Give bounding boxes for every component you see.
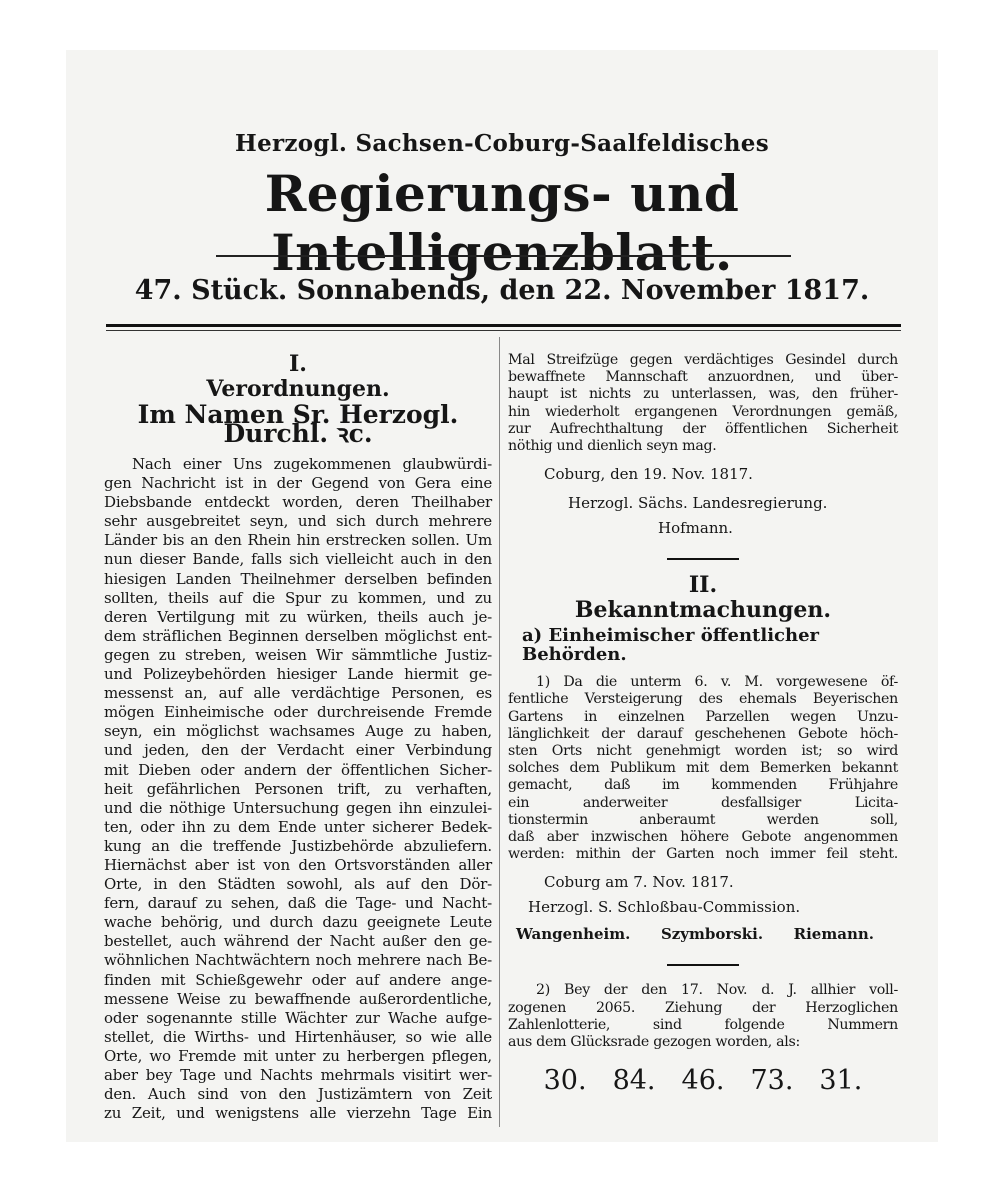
text-line: zur Aufrechthaltung der öffentlichen Sicherheit <box>508 420 898 437</box>
text-line: Zahlenlotterie, sind folgende Nummern <box>508 1016 898 1033</box>
text-line: nöthig und dienlich seyn mag. <box>508 438 717 455</box>
text-line: Mal Streifzüge gegen verdächtiges Gesindel durch <box>508 352 898 368</box>
text-line: sehr ausgebreitet seyn, und sich durch mehrere <box>104 512 492 531</box>
text-line: tionstermin anberaumt werden soll, <box>508 811 898 828</box>
decree-authority: Herzogl. Sächs. Landesregierung. <box>568 494 828 513</box>
text-line: solches dem Publikum mit dem Bemerken bekannt <box>508 760 898 777</box>
text-line: gen Nachricht ist in der Gegend von Gera eine <box>104 474 492 493</box>
text-line: messene Weise zu bewaffnende außerordentliche, <box>104 989 492 1008</box>
text-line: gegen zu streben, weisen Wir sämmtliche Justiz- <box>104 645 492 664</box>
section-title-bekanntmachungen: Bekanntmachungen. <box>574 597 832 624</box>
decree-signer: Hofmann. <box>658 519 733 538</box>
text-line: zogenen 2065. Ziehung der Herzoglichen <box>508 999 898 1016</box>
text-line: mit Dieben oder andern der öffentlichen Sicher- <box>104 760 492 779</box>
text-line: Diebsbande entdeckt worden, deren Theilhaber <box>104 493 492 512</box>
lottery-numbers <box>508 1065 898 1097</box>
text-line: haupt ist nichts zu unterlassen, was, den früher- <box>508 386 898 403</box>
notice-1-signers <box>508 925 898 944</box>
notice-2 <box>508 982 898 1051</box>
text-line: Orte, wo Fremde mit unter zu herbergen pflegen, <box>104 1046 492 1065</box>
text-line: fentliche Versteigerung des ehemals Beyerischen <box>508 691 898 708</box>
text-line: aber bey Tage und Nachts mehrmals visitirt wer- <box>104 1066 492 1084</box>
text-line: ten, oder ihn zu dem Ende unter sicherer Bedek- <box>104 817 492 836</box>
newspaper-page <box>66 50 938 1142</box>
signer-name: Riemann. <box>793 925 874 944</box>
text-line: sten Orts nicht genehmigt worden ist; so wird <box>508 743 898 760</box>
header-rule-thin <box>106 330 901 331</box>
text-line: dem sträflichen Beginnen derselben möglichst ent- <box>104 626 492 645</box>
text-line: mögen Einheimische oder durchreisende Fremde <box>104 703 492 722</box>
text-line: seyn, ein möglichst wachsames Auge zu haben, <box>104 722 492 741</box>
text-line: bewaffnete Mannschaft anzuordnen, und über- <box>508 369 898 386</box>
text-line: heit gefährlichen Personen trift, zu verhaften, <box>104 779 492 798</box>
text-line: stellet, die Wirths- und Hirtenhäuser, so wie alle <box>104 1027 492 1046</box>
text-line: messenst an, auf alle verdächtige Personen, es <box>104 684 492 703</box>
text-line: wöhnlichen Nachtwächtern noch mehrere nach Be- <box>104 951 492 970</box>
lottery-number: 73. <box>750 1065 794 1097</box>
signer-name: Szymborski. <box>660 925 764 944</box>
decree-date: Coburg, den 19. Nov. 1817. <box>544 465 753 484</box>
text-line: werden: mithin der Garten noch immer feil steht. <box>508 846 898 863</box>
notice-separator <box>667 964 739 966</box>
text-line: und jeden, den der Verdacht einer Verbindung <box>104 741 492 760</box>
lottery-number: 31. <box>819 1065 863 1097</box>
text-line: aus dem Glücksrade gezogen worden, als: <box>508 1034 800 1051</box>
notice-1-date: Coburg am 7. Nov. 1817. <box>544 873 734 892</box>
text-line: nun dieser Bande, falls sich vielleicht auch in den <box>104 550 492 569</box>
text-line: länglichkeit der darauf geschehenen Gebote höch- <box>508 725 898 742</box>
text-line: hiesigen Landen Theilnehmer derselben befinden <box>104 569 492 588</box>
text-line: sollten, theils auf die Spur zu kommen, und zu <box>104 588 492 607</box>
text-line: kung an die treffende Justizbehörde abzuliefern. <box>104 836 492 855</box>
section-number-2: II. <box>688 572 718 599</box>
text-line: hin wiederholt ergangenen Verordnungen gemäß, <box>508 403 898 420</box>
text-line: fern, darauf zu sehen, daß die Tage- und Nacht- <box>104 894 492 913</box>
text-line: oder sogenannte stille Wächter zur Wache aufge- <box>104 1008 492 1027</box>
subsection-heading: a) Einheimischer öffentlicher Behörden. <box>522 625 820 666</box>
masthead-title: Regierungs- und Intelligenzblatt. <box>264 164 740 282</box>
text-line: zu Zeit, und wenigstens alle vierzehn Tage Ein <box>104 1104 492 1123</box>
text-line: 2) Bey der den 17. Nov. d. J. allhier voll- <box>536 982 898 999</box>
signer-name: Wangenheim. <box>516 925 631 944</box>
decree-headline: Im Namen Sr. Herzogl. Durchl. ꝛc. <box>137 400 459 448</box>
text-line: finden mit Schießgewehr oder auf andere ange- <box>104 970 492 989</box>
left-column <box>104 351 492 1123</box>
text-line: ein anderweiter desfallsiger Licita- <box>508 794 898 811</box>
decree-body <box>104 455 492 1123</box>
text-line: Nach einer Uns zugekommenen glaubwürdi- <box>132 455 492 473</box>
text-line: Länder bis an den Rhein hin erstrecken sollen. Um <box>104 531 492 550</box>
header-rule-thick <box>106 324 901 327</box>
text-line: gemacht, daß im kommenden Frühjahre <box>508 777 898 794</box>
section-separator <box>667 558 739 560</box>
masthead-subtitle: Herzogl. Sachsen-Coburg-Saalfeldisches <box>235 130 769 157</box>
right-column <box>508 352 898 1097</box>
text-line: Hiernächst aber ist von den Ortsvorständen aller <box>104 855 492 874</box>
text-line: und Polizeybehörden hiesiger Lande hiermit ge- <box>104 665 492 684</box>
section-title-verordnungen: Verordnungen. <box>206 376 390 402</box>
text-line: den. Auch sind von den Justizämtern von Zeit <box>104 1085 492 1104</box>
notice-1 <box>508 674 898 863</box>
text-line: wache behörig, und durch dazu geeignete Leute <box>104 913 492 932</box>
text-line: daß aber inzwischen höhere Gebote angenommen <box>508 829 898 846</box>
lottery-number: 84. <box>612 1065 656 1097</box>
text-line: und die nöthige Untersuchung gegen ihn einzulei- <box>104 798 492 817</box>
issue-line: 47. Stück. Sonnabends, den 22. November 1817. <box>134 275 870 306</box>
text-line: 1) Da die unterm 6. v. M. vorgewesene öf- <box>536 674 898 691</box>
text-line: bestellet, auch während der Nacht außer den ge- <box>104 932 492 951</box>
masthead-rule <box>216 255 791 257</box>
lottery-number: 30. <box>543 1065 587 1097</box>
text-line: Orte, in den Städten sowohl, als auf den Dör- <box>104 875 492 894</box>
text-line: deren Vertilgung mit zu würken, theils auch je- <box>104 607 492 626</box>
decree-continuation <box>508 352 898 455</box>
column-divider <box>499 337 500 1127</box>
lottery-number: 46. <box>681 1065 725 1097</box>
notice-1-authority: Herzogl. S. Schloßbau-Commission. <box>528 898 801 917</box>
text-line: Gartens in einzelnen Parzellen wegen Unzu- <box>508 708 898 725</box>
section-number-1: I. <box>289 351 307 377</box>
